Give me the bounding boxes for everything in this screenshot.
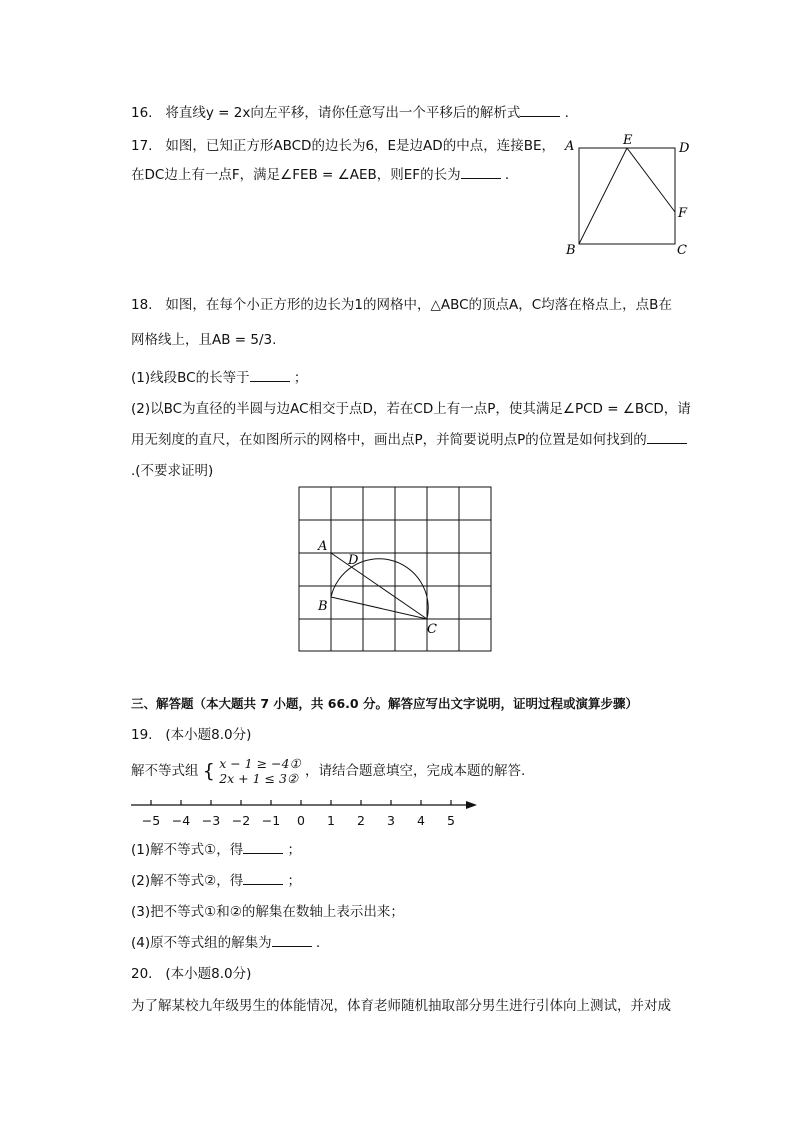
number-line-label: 3 [387,813,395,828]
q18-blank-1 [250,369,290,382]
q18-sub2-text-1: (2)以BC为直径的半圆与边AC相交于点D，若在CD上有一点P，使其满足∠PCD = ∠BCD，请 [131,401,691,417]
q18-sub1-end: ； [293,370,308,386]
number-line-label: −5 [141,813,161,828]
q19-s4-end: . [315,935,321,951]
q19-header [131,726,251,744]
number-line-label: 4 [417,813,425,828]
label-F: F [678,206,688,221]
grid-lines [299,487,491,651]
q18-sub2-line1 [131,400,691,418]
q18-sub1 [131,369,307,387]
q16-text: 将直线y = 2x向左平移，请你任意写出一个平移后的解析式 [165,105,521,121]
q20-text-1: 为了解某校九年级男生的体能情况，体育老师随机抽取部分男生进行引体向上测试，并对成 [131,998,671,1014]
q19-intro [131,756,525,790]
q19-blank-1 [243,841,283,854]
q19-blank-2 [243,872,283,885]
q17-line1 [131,137,555,155]
q17-end: . [504,167,510,183]
number-line-label: −3 [201,813,221,828]
q18-number: 18. [131,297,153,313]
number-line-label: −2 [231,813,251,828]
q19-s3 [131,903,404,921]
label-A: A [565,139,575,154]
q18-text-1: 如图，在每个小正方形的边长为1的网格中，△ABC的顶点A，C均落在格点上，点B在 [165,297,672,313]
section-3-heading [131,695,638,713]
label-C: C [677,243,687,258]
grid-diagram [290,480,500,660]
grid-label-B: B [318,599,328,614]
q19-s1 [131,841,301,859]
q19-s1-end: ； [287,842,302,858]
q18-blank-2 [647,431,687,444]
q18-sub2-text-3: .(不要求证明) [131,463,214,479]
q16-blank [520,104,560,117]
number-line-label: 1 [327,813,335,828]
q17-line2 [131,166,509,184]
grid-label-A: A [318,539,328,554]
q19-number: 19. [131,727,153,743]
number-line-label: −4 [171,813,191,828]
inequality-1: x − 1 ≥ −4① [219,756,301,771]
q19-s4 [131,934,320,952]
brace: { [202,760,215,782]
q18-line2 [131,331,276,349]
q19-s1-text: (1)解不等式①，得 [131,842,244,858]
label-D: D [679,141,690,156]
q17-number: 17. [131,138,153,154]
q16-end: . [564,105,569,121]
q17-text-2: 在DC边上有一点F，满足∠FEB = ∠AEB，则EF的长为 [131,167,461,183]
number-line [125,795,485,831]
q18-sub2-text-2: 用无刻度的直尺，在如图所示的网格中，画出点P，并简要说明点P的位置是如何找到的 [131,432,647,448]
q19-s3-text: (3)把不等式①和②的解集在数轴上表示出来； [131,904,404,920]
q20-score: (本小题8.0分) [165,966,252,982]
number-line-label: 5 [447,813,455,828]
inequality-system [219,756,300,786]
section-3-title: 三、解答题（本大题共 7 小题，共 66.0 分。解答应写出文字说明，证明过程或演算步骤） [131,696,638,711]
q19-s2-text: (2)解不等式②，得 [131,873,244,889]
q16-line [131,104,569,122]
q17-text-1: 如图，已知正方形ABCD的边长为6，E是边AD的中点，连接BE， [165,138,555,154]
q19-score: (本小题8.0分) [165,727,252,743]
q20-number: 20. [131,966,153,982]
q19-s2-end: ； [287,873,302,889]
grid-label-C: C [427,622,437,637]
q20-line1 [131,997,671,1015]
q18-sub2-line3 [131,462,213,480]
q19-intro-end: ，请结合题意填空，完成本题的解答. [304,763,526,779]
number-line-label: 2 [357,813,365,828]
q17-blank [461,166,501,179]
q19-s4-text: (4)原不等式组的解集为 [131,935,272,951]
number-line-label: −1 [261,813,281,828]
q19-blank-4 [272,934,312,947]
square-diagram [560,130,700,260]
number-line-label: 0 [297,813,305,828]
q18-sub1-text: (1)线段BC的长等于 [131,370,250,386]
q18-text-2: 网格线上，且AB = 5/3. [131,332,277,348]
inequality-2: 2x + 1 ≤ 3② [219,771,299,786]
q18-line1 [131,296,672,314]
grid-label-D: D [348,553,359,568]
q19-intro-text: 解不等式组 [131,763,199,779]
label-B: B [566,243,576,258]
label-E: E [623,133,633,148]
q19-s2 [131,872,301,890]
q20-header [131,965,251,983]
q18-sub2-line2 [131,431,687,449]
q16-number: 16. [131,105,153,121]
